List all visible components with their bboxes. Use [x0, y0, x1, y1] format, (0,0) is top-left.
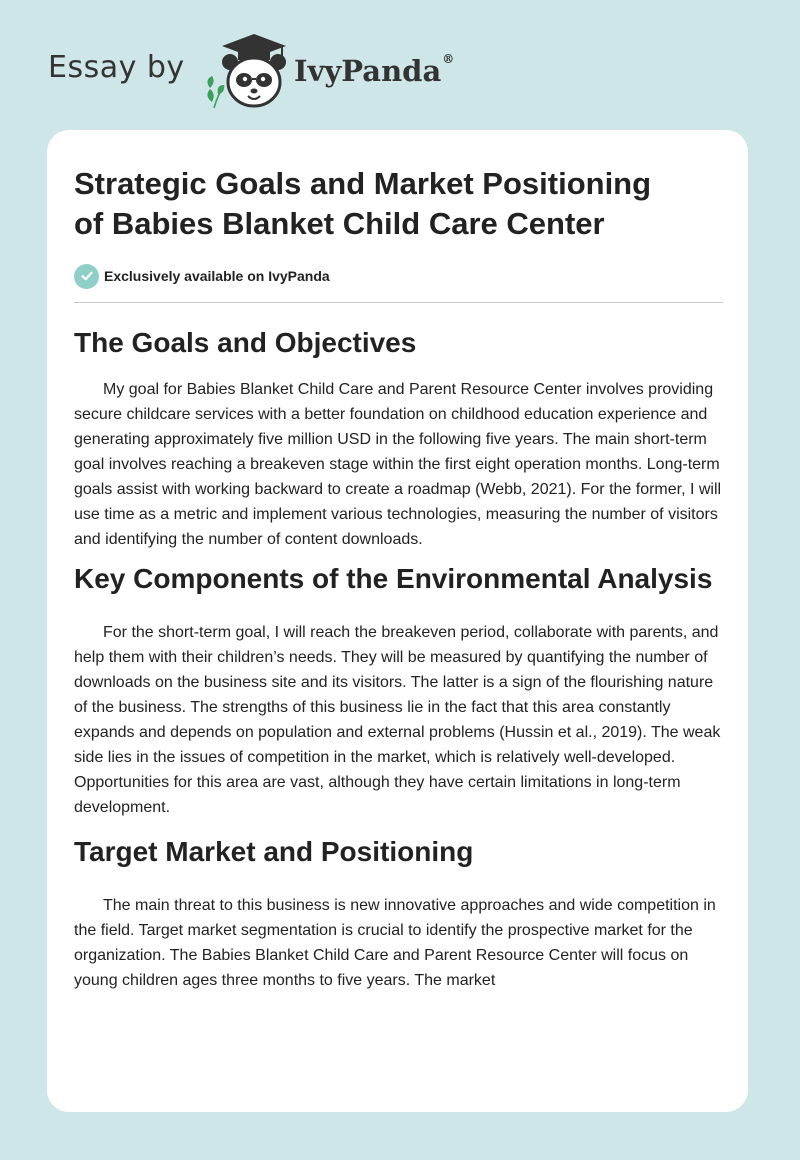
- section-paragraph-environmental-analysis: For the short-term goal, I will reach the breakeven period, collaborate with parents, and help them with their children’s needs. They will be measured by quantifying the number of downloads on the business site and its visitors. The latter is a sign of the flourishing nature of the business. The strengths of this business lie in the fact that this area constantly expands and depends on population and external problems (Hussin et al., 2019). The weak side lies in the issues of competition in the market, which is relatively well-developed. Opportunities for this area are vast, although they have certain limitations in long-term development.: [74, 624, 721, 816]
- essay-content: [74, 164, 724, 993]
- essay-by-label: Essay by: [48, 50, 185, 85]
- title-line-1: Strategic Goals and Market Positioning: [74, 166, 652, 201]
- registered-mark: ®: [442, 52, 455, 66]
- section-paragraph-goals: My goal for Babies Blanket Child Care and Parent Resource Center involves providing secure childcare services with a better foundation on childhood education experience and generating approximately five million USD in the following five years. The main short-term goal involves reaching a breakeven stage within the first eight operation months. Long-term goals assist with working backward to create a roadmap (Webb, 2021). For the former, I will use time as a metric and implement various technologies, measuring the number of visitors and identifying the number of content downloads.: [74, 381, 722, 548]
- essay-card: [47, 130, 748, 1112]
- exclusive-badge: [74, 263, 724, 289]
- section-heading-environmental-analysis: Key Components of the Environmental Analysis: [74, 563, 713, 594]
- panda-graduate-logo-icon[interactable]: [202, 32, 292, 112]
- essay-title: [74, 164, 724, 244]
- divider: [74, 302, 723, 303]
- section-paragraph-target-market: The main threat to this business is new innovative approaches and wide competition in the field. Target market segmentation is crucial to identify the prospective market for the organization. The Babies Blanket Child Care and Parent Resource Center will focus on young children ages three months to five years. The market: [74, 897, 716, 989]
- check-circle-icon: [74, 264, 99, 289]
- exclusive-label: Exclusively available on IvyPanda: [104, 268, 330, 284]
- title-line-2: of Babies Blanket Child Care Center: [74, 206, 605, 241]
- section-heading-goals: The Goals and Objectives: [74, 327, 417, 358]
- site-header: [48, 30, 548, 110]
- section-heading-target-market: Target Market and Positioning: [74, 836, 474, 867]
- brand-name[interactable]: IvyPanda®: [294, 52, 455, 88]
